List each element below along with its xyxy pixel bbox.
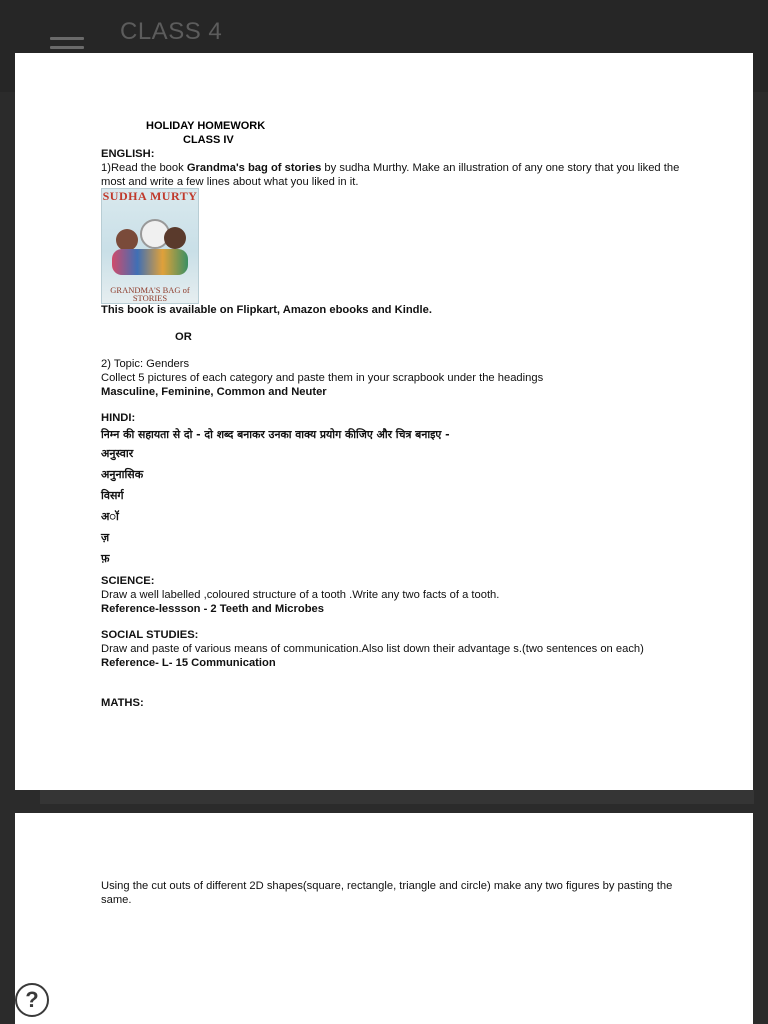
hindi-section bbox=[101, 411, 681, 566]
cover-figure-1 bbox=[116, 229, 138, 251]
page-shadow bbox=[40, 790, 754, 804]
english-task-2 bbox=[101, 357, 681, 399]
social-reference: Reference- L- 15 Communication bbox=[101, 657, 276, 669]
book-cover-author: SUDHA MURTY bbox=[102, 189, 198, 203]
hamburger-menu-icon[interactable] bbox=[50, 37, 84, 49]
maths-heading: MATHS: bbox=[101, 697, 144, 709]
science-heading: SCIENCE: bbox=[101, 575, 155, 587]
hindi-item-3: विसर्ग bbox=[101, 489, 124, 502]
or-text: OR bbox=[175, 331, 192, 343]
document-page-1[interactable] bbox=[15, 53, 753, 790]
cover-figures-group bbox=[112, 249, 188, 275]
social-heading: SOCIAL STUDIES: bbox=[101, 629, 199, 641]
or-block bbox=[175, 330, 235, 344]
cover-figure-3 bbox=[164, 227, 186, 249]
genders-headings: Masculine, Feminine, Common and Neuter bbox=[101, 386, 327, 398]
hindi-item-6: फ़ bbox=[101, 552, 110, 565]
help-icon[interactable]: ? bbox=[15, 983, 49, 1017]
hindi-instruction: निम्न की सहायता से दो - दो शब्द बनाकर उनका वाक्य प्रयोग कीजिए और चित्र बनाइए - bbox=[101, 428, 450, 441]
book-cover-title: GRANDMA'S BAG of STORIES bbox=[110, 285, 190, 303]
maths-section bbox=[101, 696, 681, 710]
social-studies-section bbox=[101, 628, 681, 670]
hindi-item-1: अनुस्वार bbox=[101, 447, 134, 460]
app-title: CLASS 4 bbox=[120, 18, 223, 45]
science-section bbox=[101, 574, 681, 616]
homework-title: HOLIDAY HOMEWORK bbox=[146, 120, 266, 132]
science-reference: Reference-lessson - 2 Teeth and Microbes bbox=[101, 603, 324, 615]
english-availability-block bbox=[101, 303, 681, 317]
hindi-heading: HINDI: bbox=[101, 412, 136, 424]
maths-task: Using the cut outs of different 2D shapes(square, rectangle, triangle and circle) make any two figures by pasting the same. bbox=[101, 880, 673, 906]
hindi-item-4: अॉ bbox=[101, 510, 119, 523]
homework-class: CLASS IV bbox=[183, 134, 234, 146]
document-page-2[interactable] bbox=[15, 813, 753, 1024]
hindi-item-5: ज़ bbox=[101, 531, 110, 544]
english-heading: ENGLISH: bbox=[101, 148, 155, 160]
book-cover-image bbox=[101, 188, 199, 304]
hindi-item-2: अनुनासिक bbox=[101, 468, 144, 481]
social-task: Draw and paste of various means of communication.Also list down their advantage s.(two sentences on each) bbox=[101, 643, 644, 655]
english-section bbox=[101, 147, 681, 189]
maths-task-block bbox=[101, 879, 681, 907]
genders-topic: 2) Topic: Genders bbox=[101, 358, 190, 370]
english-task-1: 1)Read the book Grandma's bag of stories by sudha Murthy. Make an illustration of any one story that you liked the most and write a few lines about what you liked in it. bbox=[101, 162, 680, 188]
genders-desc: Collect 5 pictures of each category and paste them in your scrapbook under the headings bbox=[101, 372, 544, 384]
book-availability: This book is available on Flipkart, Amazon ebooks and Kindle. bbox=[101, 304, 432, 316]
book-title: Grandma's bag of stories bbox=[186, 162, 322, 174]
science-task: Draw a well labelled ,coloured structure of a tooth .Write any two facts of a tooth. bbox=[101, 589, 500, 601]
